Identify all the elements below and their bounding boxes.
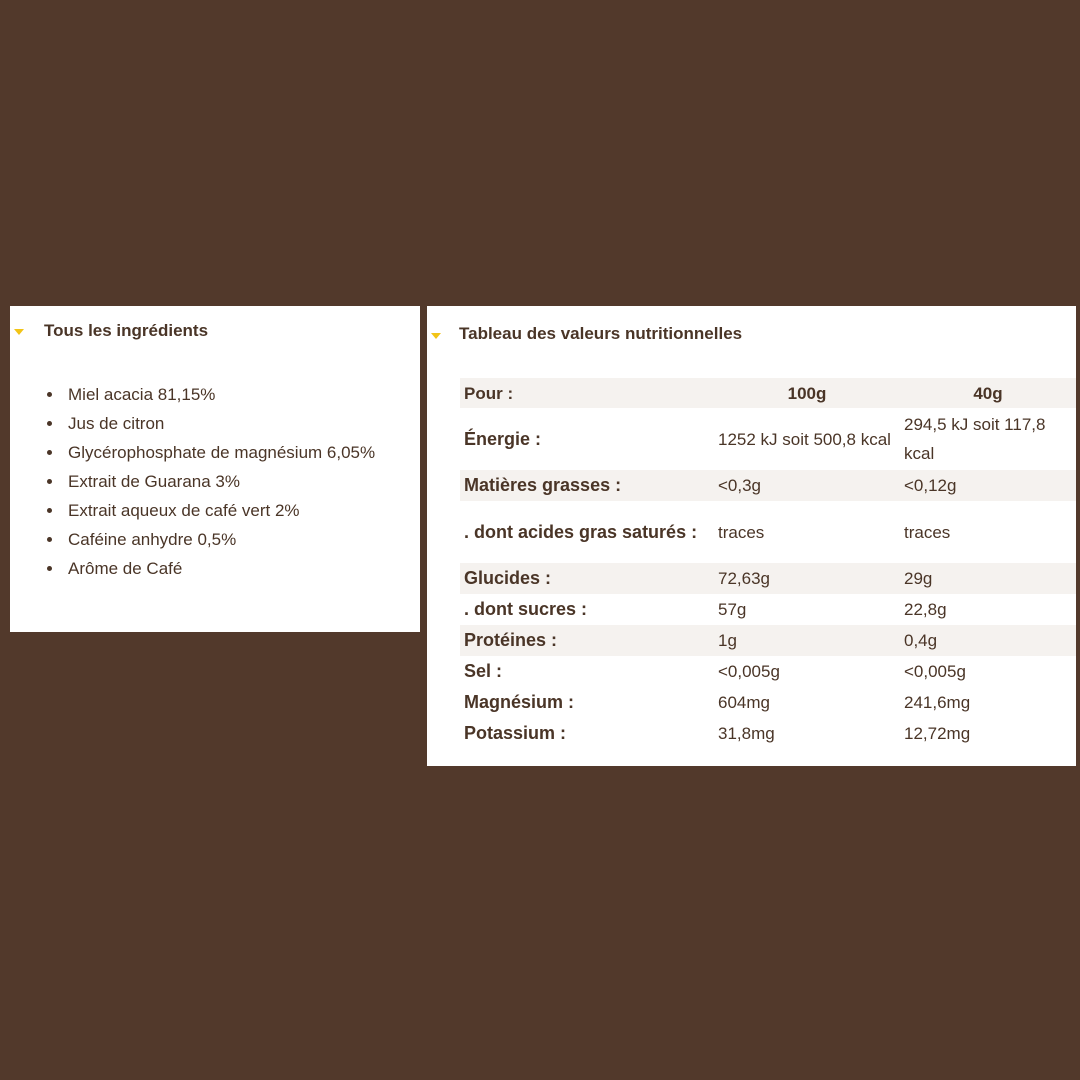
value-100g: <0,3g bbox=[718, 476, 762, 495]
value-100g: traces bbox=[718, 522, 765, 542]
list-item bbox=[44, 496, 375, 525]
value-100g: 1252 kJ soit 500,8 kcal bbox=[718, 429, 891, 449]
list-item bbox=[44, 409, 375, 438]
ingredients-title: Tous les ingrédients bbox=[44, 321, 209, 340]
table-row bbox=[460, 594, 1076, 625]
bullet-icon bbox=[47, 479, 52, 484]
value-40g: 22,8g bbox=[904, 600, 947, 619]
row-label: Glucides : bbox=[464, 568, 552, 588]
row-label: Matières grasses : bbox=[464, 475, 622, 495]
ingredient-text: Miel acacia 81,15% bbox=[68, 385, 216, 404]
ingredient-text: Glycérophosphate de magnésium 6,05% bbox=[68, 443, 376, 462]
table-row bbox=[460, 501, 1076, 563]
bullet-icon bbox=[47, 450, 52, 455]
header-40g: 40g bbox=[973, 383, 1003, 403]
row-label: Énergie : bbox=[464, 428, 542, 449]
caret-down-icon[interactable] bbox=[431, 333, 441, 339]
header-100g: 100g bbox=[787, 383, 827, 403]
ingredient-text: Arôme de Café bbox=[68, 559, 183, 578]
table-row bbox=[460, 656, 1076, 687]
table-row bbox=[460, 687, 1076, 718]
nutrition-title: Tableau des valeurs nutritionnelles bbox=[459, 324, 743, 343]
value-100g: 72,63g bbox=[718, 569, 770, 588]
value-40g: 12,72mg bbox=[904, 724, 971, 743]
ingredients-panel bbox=[10, 306, 420, 632]
bullet-icon bbox=[47, 421, 52, 426]
ingredient-text: Caféine anhydre 0,5% bbox=[68, 530, 237, 549]
header-pour: Pour : bbox=[464, 383, 514, 403]
value-40g: 0,4g bbox=[904, 631, 938, 650]
row-label: Protéines : bbox=[464, 630, 558, 650]
table-row bbox=[460, 718, 1076, 749]
value-100g: <0,005g bbox=[718, 662, 780, 681]
list-item bbox=[44, 554, 375, 583]
bullet-icon bbox=[47, 537, 52, 542]
value-40g: <0,12g bbox=[904, 476, 957, 495]
bullet-icon bbox=[47, 508, 52, 513]
value-100g: 57g bbox=[718, 600, 747, 619]
value-100g: 31,8mg bbox=[718, 724, 775, 743]
nutrition-table bbox=[460, 378, 1076, 749]
table-row bbox=[460, 563, 1076, 594]
list-item bbox=[44, 467, 375, 496]
table-row bbox=[460, 625, 1076, 656]
nutrition-header[interactable] bbox=[427, 306, 1076, 360]
table-row bbox=[460, 470, 1076, 501]
ingredient-text: Extrait de Guarana 3% bbox=[68, 472, 240, 491]
table-header-row bbox=[460, 378, 1076, 408]
table-row bbox=[460, 408, 1076, 470]
caret-down-icon[interactable] bbox=[14, 329, 24, 335]
row-label: Potassium : bbox=[464, 723, 567, 743]
ingredients-header[interactable] bbox=[10, 306, 420, 360]
list-item bbox=[44, 525, 375, 554]
row-label: . dont sucres : bbox=[464, 599, 588, 619]
value-100g: 604mg bbox=[718, 693, 770, 712]
nutrition-panel bbox=[427, 306, 1076, 766]
value-40g: <0,005g bbox=[904, 662, 966, 681]
ingredient-text: Extrait aqueux de café vert 2% bbox=[68, 501, 300, 520]
bullet-icon bbox=[47, 566, 52, 571]
bullet-icon bbox=[47, 392, 52, 397]
value-40g: traces bbox=[904, 522, 951, 542]
value-40g: 241,6mg bbox=[904, 693, 971, 712]
value-40g: 294,5 kJ soit 117,8 kcal bbox=[904, 415, 1046, 463]
ingredients-list bbox=[44, 380, 375, 583]
row-label: . dont acides gras saturés : bbox=[464, 521, 698, 542]
list-item bbox=[44, 438, 375, 467]
row-label: Sel : bbox=[464, 661, 503, 681]
ingredient-text: Jus de citron bbox=[68, 414, 165, 433]
list-item bbox=[44, 380, 375, 409]
value-40g: 29g bbox=[904, 569, 933, 588]
value-100g: 1g bbox=[718, 631, 737, 650]
row-label: Magnésium : bbox=[464, 692, 575, 712]
